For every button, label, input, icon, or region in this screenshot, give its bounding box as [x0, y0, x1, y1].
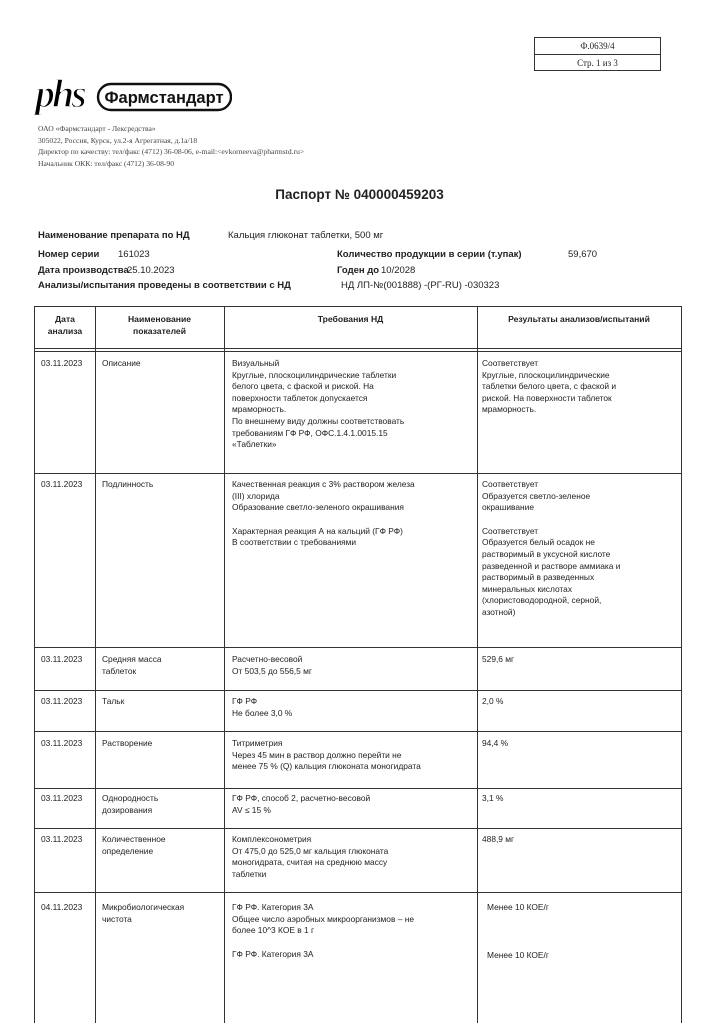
passport-title: Паспорт № 040000459203	[275, 187, 444, 202]
row-divider	[35, 473, 681, 474]
form-code-box	[534, 37, 661, 71]
header-results: Результаты анализов/испытаний	[508, 314, 650, 324]
quantity-value: 59,670	[568, 249, 598, 260]
row-indicator: Микробиологическая чистота	[102, 902, 185, 924]
row-results: Соответствует Образуется светло-зеленое окрашивание Соответствует Образуется белый осадок не растворимый в уксусной кислоте разведенной и растворе аммиака и растворимый в разведенных минеральных кислотах (хлористоводородной, серной, азотной)	[482, 479, 621, 617]
row-divider	[35, 647, 681, 648]
row-date: 03.11.2023	[41, 696, 83, 706]
row-indicator: Подлинность	[102, 479, 154, 489]
column-divider	[477, 307, 478, 1023]
company-line: Директор по качеству: тел/факс (4712) 36-08-06, e-mail:<evkorneeva@pharmstd.ru>	[38, 147, 305, 156]
row-date: 03.11.2023	[41, 654, 83, 664]
company-line: ОАО «Фармстандарт - Лексредства»	[38, 124, 156, 133]
row-indicator: Средняя масса таблеток	[102, 654, 162, 676]
column-divider	[224, 307, 225, 1023]
row-requirements: Комплексонометрия От 475,0 до 525,0 мг кальция глюконата моногидрата, считая на среднюю массу таблетки	[232, 834, 389, 879]
row-indicator: Однородность дозирования	[102, 793, 159, 815]
tests-value: НД ЛП-№(001888) -(РГ-RU) -030323	[341, 280, 500, 291]
row-divider	[35, 788, 681, 789]
logo-name: Фармстандарт	[104, 89, 224, 107]
row-indicator: Количественное определение	[102, 834, 166, 856]
row-results: 3,1 %	[482, 793, 504, 803]
header-date: Дата анализа	[47, 314, 83, 336]
row-divider	[35, 731, 681, 732]
header-requirements: Требования НД	[317, 314, 384, 324]
header-indicator: Наименование показателей	[127, 314, 192, 336]
form-code: Ф.0639/4	[535, 38, 660, 55]
column-divider	[95, 307, 96, 1023]
row-requirements: ГФ РФ Не более 3,0 %	[232, 696, 293, 718]
row-indicator: Описание	[102, 358, 141, 368]
row-results: Соответствует Круглые, плоскоцилиндрические таблетки белого цвета, с фаской и риской. На поверхности таблеток мраморность.	[482, 358, 617, 415]
logo-mark: phs	[35, 72, 84, 116]
row-date: 03.11.2023	[41, 358, 83, 368]
row-divider	[35, 348, 681, 349]
row-results: 94,4 %	[482, 738, 509, 748]
production-date-value: 25.10.2023	[127, 265, 175, 276]
row-requirements: Расчетно-весовой От 503,5 до 556,5 мг	[232, 654, 312, 676]
row-requirements: ГФ РФ, способ 2, расчетно-весовой AV ≤ 15 %	[232, 793, 371, 815]
tests-label: Анализы/испытания проведены в соответствии с НД	[38, 280, 291, 291]
row-results: Менее 10 КОЕ/г Менее 10 КОЕ/г	[487, 902, 549, 960]
row-requirements: Качественная реакция с 3% раствором железа (III) хлорида Образование светло-зеленого окрашивания Характерная реакция А на кальций (ГФ РФ) В соответствии с требованиями	[232, 479, 415, 548]
row-divider	[35, 828, 681, 829]
row-date: 03.11.2023	[41, 834, 83, 844]
drug-label: Наименование препарата по НД	[38, 230, 190, 241]
analysis-table	[34, 306, 682, 1023]
expiry-value: 10/2028	[381, 265, 416, 276]
row-divider	[35, 892, 681, 893]
row-indicator: Тальк	[102, 696, 125, 706]
batch-label: Номер серии	[38, 249, 100, 260]
company-details	[38, 123, 304, 169]
row-divider	[35, 351, 681, 352]
batch-value: 161023	[118, 249, 150, 260]
row-requirements: Титриметрия Через 45 мин в раствор должно перейти не менее 75 % (Q) кальция глюконата моногидрата	[232, 738, 421, 772]
row-requirements: ГФ РФ. Категория 3А Общее число аэробных микроорганизмов – не более 10^3 КОЕ в 1 г ГФ РФ. Категория 3А	[232, 902, 415, 959]
quantity-label: Количество продукции в серии (т.упак)	[337, 249, 522, 260]
row-indicator: Растворение	[102, 738, 153, 748]
row-results: 2,0 %	[482, 696, 504, 706]
row-divider	[35, 690, 681, 691]
company-line: 305022, Россия, Курск, ул.2-я Агрегатная, д.1а/18	[38, 135, 198, 145]
company-line: Начальник ОКК: тел/факс (4712) 36-08-90	[38, 158, 175, 168]
row-results: 488,9 мг	[482, 834, 515, 844]
row-date: 03.11.2023	[41, 793, 83, 803]
row-date: 04.11.2023	[41, 902, 83, 912]
production-date-label: Дата производства	[38, 265, 129, 276]
row-requirements: Визуальный Круглые, плоскоцилиндрические таблетки белого цвета, с фаской и риской. На поверхности таблеток допускается мраморность. По внешнему виду должны соответствовать требованиям ГФ РФ, ОФС.1.4.1.0015.15 «Таблетки»	[232, 358, 405, 450]
row-results: 529,6 мг	[482, 654, 515, 664]
page-number: Стр. 1 из 3	[577, 58, 618, 68]
drug-value: Кальция глюконат таблетки, 500 мг	[228, 230, 384, 241]
row-date: 03.11.2023	[41, 479, 83, 489]
expiry-label: Годен до	[337, 265, 380, 276]
row-date: 03.11.2023	[41, 738, 83, 748]
company-logo	[34, 72, 232, 116]
